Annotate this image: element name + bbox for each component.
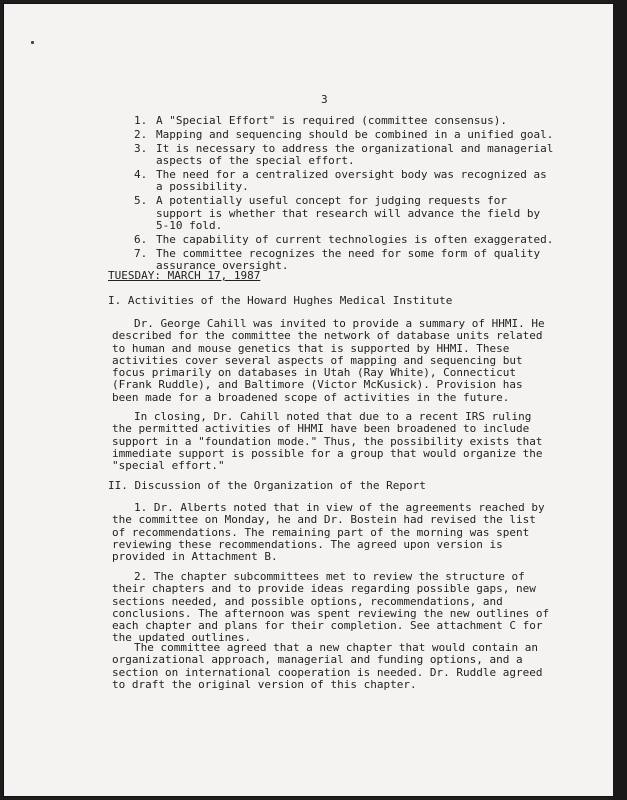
paragraph: In closing, Dr. Cahill noted that due to a recent IRS ruling the permitted activities of HHMI have been broadened to include support in a "foundation mode." Thus, the possibility exists that immediate support is possible for a group that would organize the "special effort." <box>112 410 543 473</box>
paragraph: Dr. George Cahill was invited to provide a summary of HHMI. He described for the committee the network of database units related to human and mouse genetics that is supported by HHMI. These activities cover several aspects of mapping and sequencing but focus primarily on databases in Utah (Ray White), Connecticut (Frank Ruddle), and Baltimore (Victor McKusick). Provision has been made for a broadened scope of activities in the future. <box>112 317 545 404</box>
consensus-list <box>134 115 554 274</box>
page-number: 3 <box>321 93 328 106</box>
list-item: 7. The committee recognizes the need for some form of quality assurance oversight. <box>134 246 541 273</box>
list-item: 1. A "Special Effort" is required (committee consensus). <box>134 114 507 127</box>
document-page <box>4 4 616 796</box>
section-heading: I. Activities of the Howard Hughes Medical Institute <box>108 294 453 307</box>
list-item: 3. It is necessary to address the organizational and managerial aspects of the special effort. <box>134 142 554 168</box>
paper-speck <box>31 41 34 44</box>
list-item: 5. A potentially useful concept for judging requests for support is whether that research will advance the field by 5-10 fold. <box>134 194 541 232</box>
list-item: 4. The need for a centralized oversight body was recognized as a possibility. <box>134 168 547 194</box>
section-heading: II. Discussion of the Organization of the Report <box>108 479 426 492</box>
paragraph: 2. The chapter subcommittees met to review the structure of their chapters and to provide ideas regarding possible gaps, new sections needed, and possible options, recommendations, and conclusions. The afternoon was spent reviewing the new outlines of each chapter and plans for their completion. See attachment C for the updated outlines. <box>112 570 550 645</box>
list-item: 2. Mapping and sequencing should be combined in a unified goal. <box>134 128 554 141</box>
day-heading: TUESDAY: MARCH 17, 1987 <box>108 269 261 282</box>
paragraph: The committee agreed that a new chapter that would contain an organizational approach, managerial and funding options, and a section on international cooperation is needed. Dr. Ruddle agreed to draft the original version of this chapter. <box>112 641 543 691</box>
scan-border <box>613 0 627 800</box>
list-item: 6. The capability of current technologies is often exaggerated. <box>134 232 554 246</box>
paragraph: 1. Dr. Alberts noted that in view of the agreements reached by the committee on Monday, he and Dr. Bostein had revised the list of recommendations. The remaining part of the morning was spent reviewing these recommendations. The agreed upon version is provided in Attachment B. <box>112 501 545 564</box>
